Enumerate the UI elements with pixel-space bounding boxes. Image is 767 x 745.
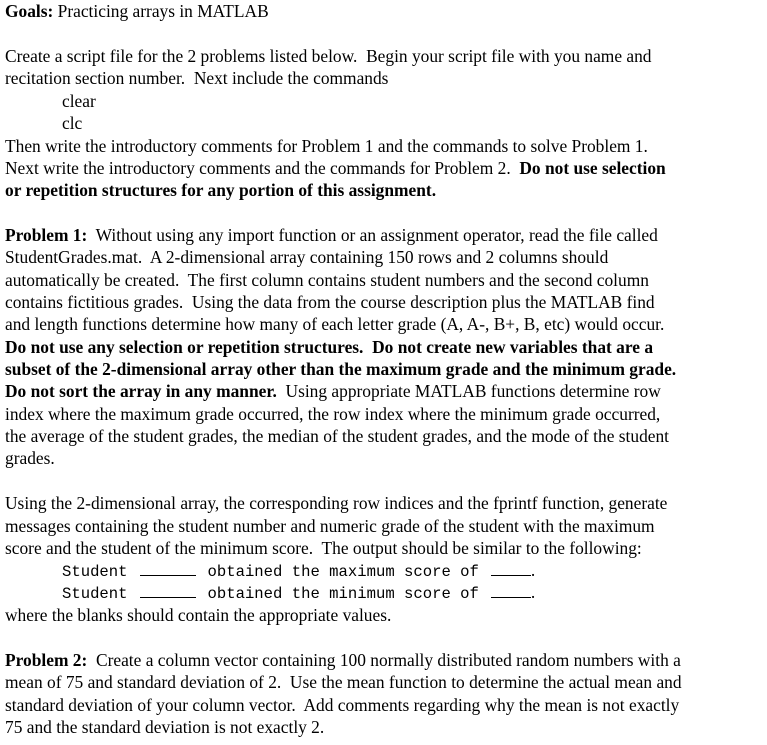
problem2-line-4: 75 and the standard deviation is not exactly 2. <box>5 717 325 737</box>
problem1-line-1 <box>5 224 658 246</box>
problem1-line-5: and length functions determine how many of each letter grade (A, A-, B+, B, etc) would occur. <box>5 314 665 334</box>
problem1-line-2: StudentGrades.mat. A 2-dimensional array containing 150 rows and 2 columns should <box>5 247 609 267</box>
sample-output-min-text: obtained the minimum score of <box>207 585 479 603</box>
problem1-line-8-bold: Do not sort the array in any manner. <box>5 381 277 401</box>
sample-output-max-period: . <box>530 560 536 580</box>
problem2-line-2: mean of 75 and standard deviation of 2. Use the mean function to determine the actual mean and <box>5 672 682 692</box>
sample-output-max <box>62 559 535 583</box>
intro-line-4-bold: Do not use selection <box>519 158 666 178</box>
intro-line-4 <box>5 157 666 179</box>
blank-max-score <box>491 561 531 576</box>
output-line-3: score and the student of the minimum score. The output should be similar to the following: <box>5 538 642 558</box>
sample-output-min-period: . <box>530 582 536 602</box>
problem1-line-9: index where the maximum grade occurred, the row index where the minimum grade occurred, <box>5 404 661 424</box>
sample-output-min-student: Student <box>62 585 128 603</box>
problem1-label: Problem 1: <box>5 225 88 245</box>
output-line-2: messages containing the student number and numeric grade of the student with the maximum <box>5 516 655 536</box>
blank-min-score <box>491 583 531 598</box>
blank-student-number-max <box>140 561 196 576</box>
command-clc: clc <box>62 113 83 133</box>
blank-student-number-min <box>140 583 196 598</box>
intro-line-1: Create a script file for the 2 problems listed below. Begin your script file with you name and <box>5 46 652 66</box>
goals-label: Goals: <box>5 1 54 21</box>
problem1-line-6: Do not use any selection or repetition structures. Do not create new variables that are a <box>5 337 654 357</box>
intro-line-5: or repetition structures for any portion of this assignment. <box>5 180 437 200</box>
problem2-line-1 <box>5 649 681 671</box>
problem2-line-3: standard deviation of your column vector. Add comments regarding why the mean is not exactly <box>5 695 680 715</box>
problem1-line-10: the average of the student grades, the median of the student grades, and the mode of the student <box>5 426 670 446</box>
problem1-line-1-text: Without using any import function or an assignment operator, read the file called <box>87 225 658 245</box>
intro-line-4-plain: Next write the introductory comments and the commands for Problem 2. <box>5 158 520 178</box>
command-clear: clear <box>62 91 96 111</box>
problem2-line-1-text: Create a column vector containing 100 normally distributed random numbers with a <box>87 650 681 670</box>
sample-output-min <box>62 581 535 605</box>
problem1-line-3: automatically be created. The first column contains student numbers and the second column <box>5 270 649 290</box>
problem1-line-8 <box>5 380 661 402</box>
goals-text: Practicing arrays in MATLAB <box>53 1 269 21</box>
sample-output-max-student: Student <box>62 563 128 581</box>
sample-output-max-text: obtained the maximum score of <box>207 563 479 581</box>
output-line-1: Using the 2-dimensional array, the corresponding row indices and the fprintf function, generate <box>5 493 668 513</box>
intro-line-2: recitation section number. Next include the commands <box>5 68 389 88</box>
goals-heading <box>5 0 269 22</box>
problem1-line-11: grades. <box>5 448 55 468</box>
problem2-label: Problem 2: <box>5 650 88 670</box>
problem1-line-8-plain: Using appropriate MATLAB functions determine row <box>276 381 661 401</box>
output-after-line: where the blanks should contain the appropriate values. <box>5 605 392 625</box>
problem1-line-7: subset of the 2-dimensional array other than the maximum grade and the minimum grade. <box>5 359 677 379</box>
intro-line-3: Then write the introductory comments for Problem 1 and the commands to solve Problem 1. <box>5 136 648 156</box>
problem1-line-4: contains fictitious grades. Using the data from the course description plus the MATLAB find <box>5 292 655 312</box>
